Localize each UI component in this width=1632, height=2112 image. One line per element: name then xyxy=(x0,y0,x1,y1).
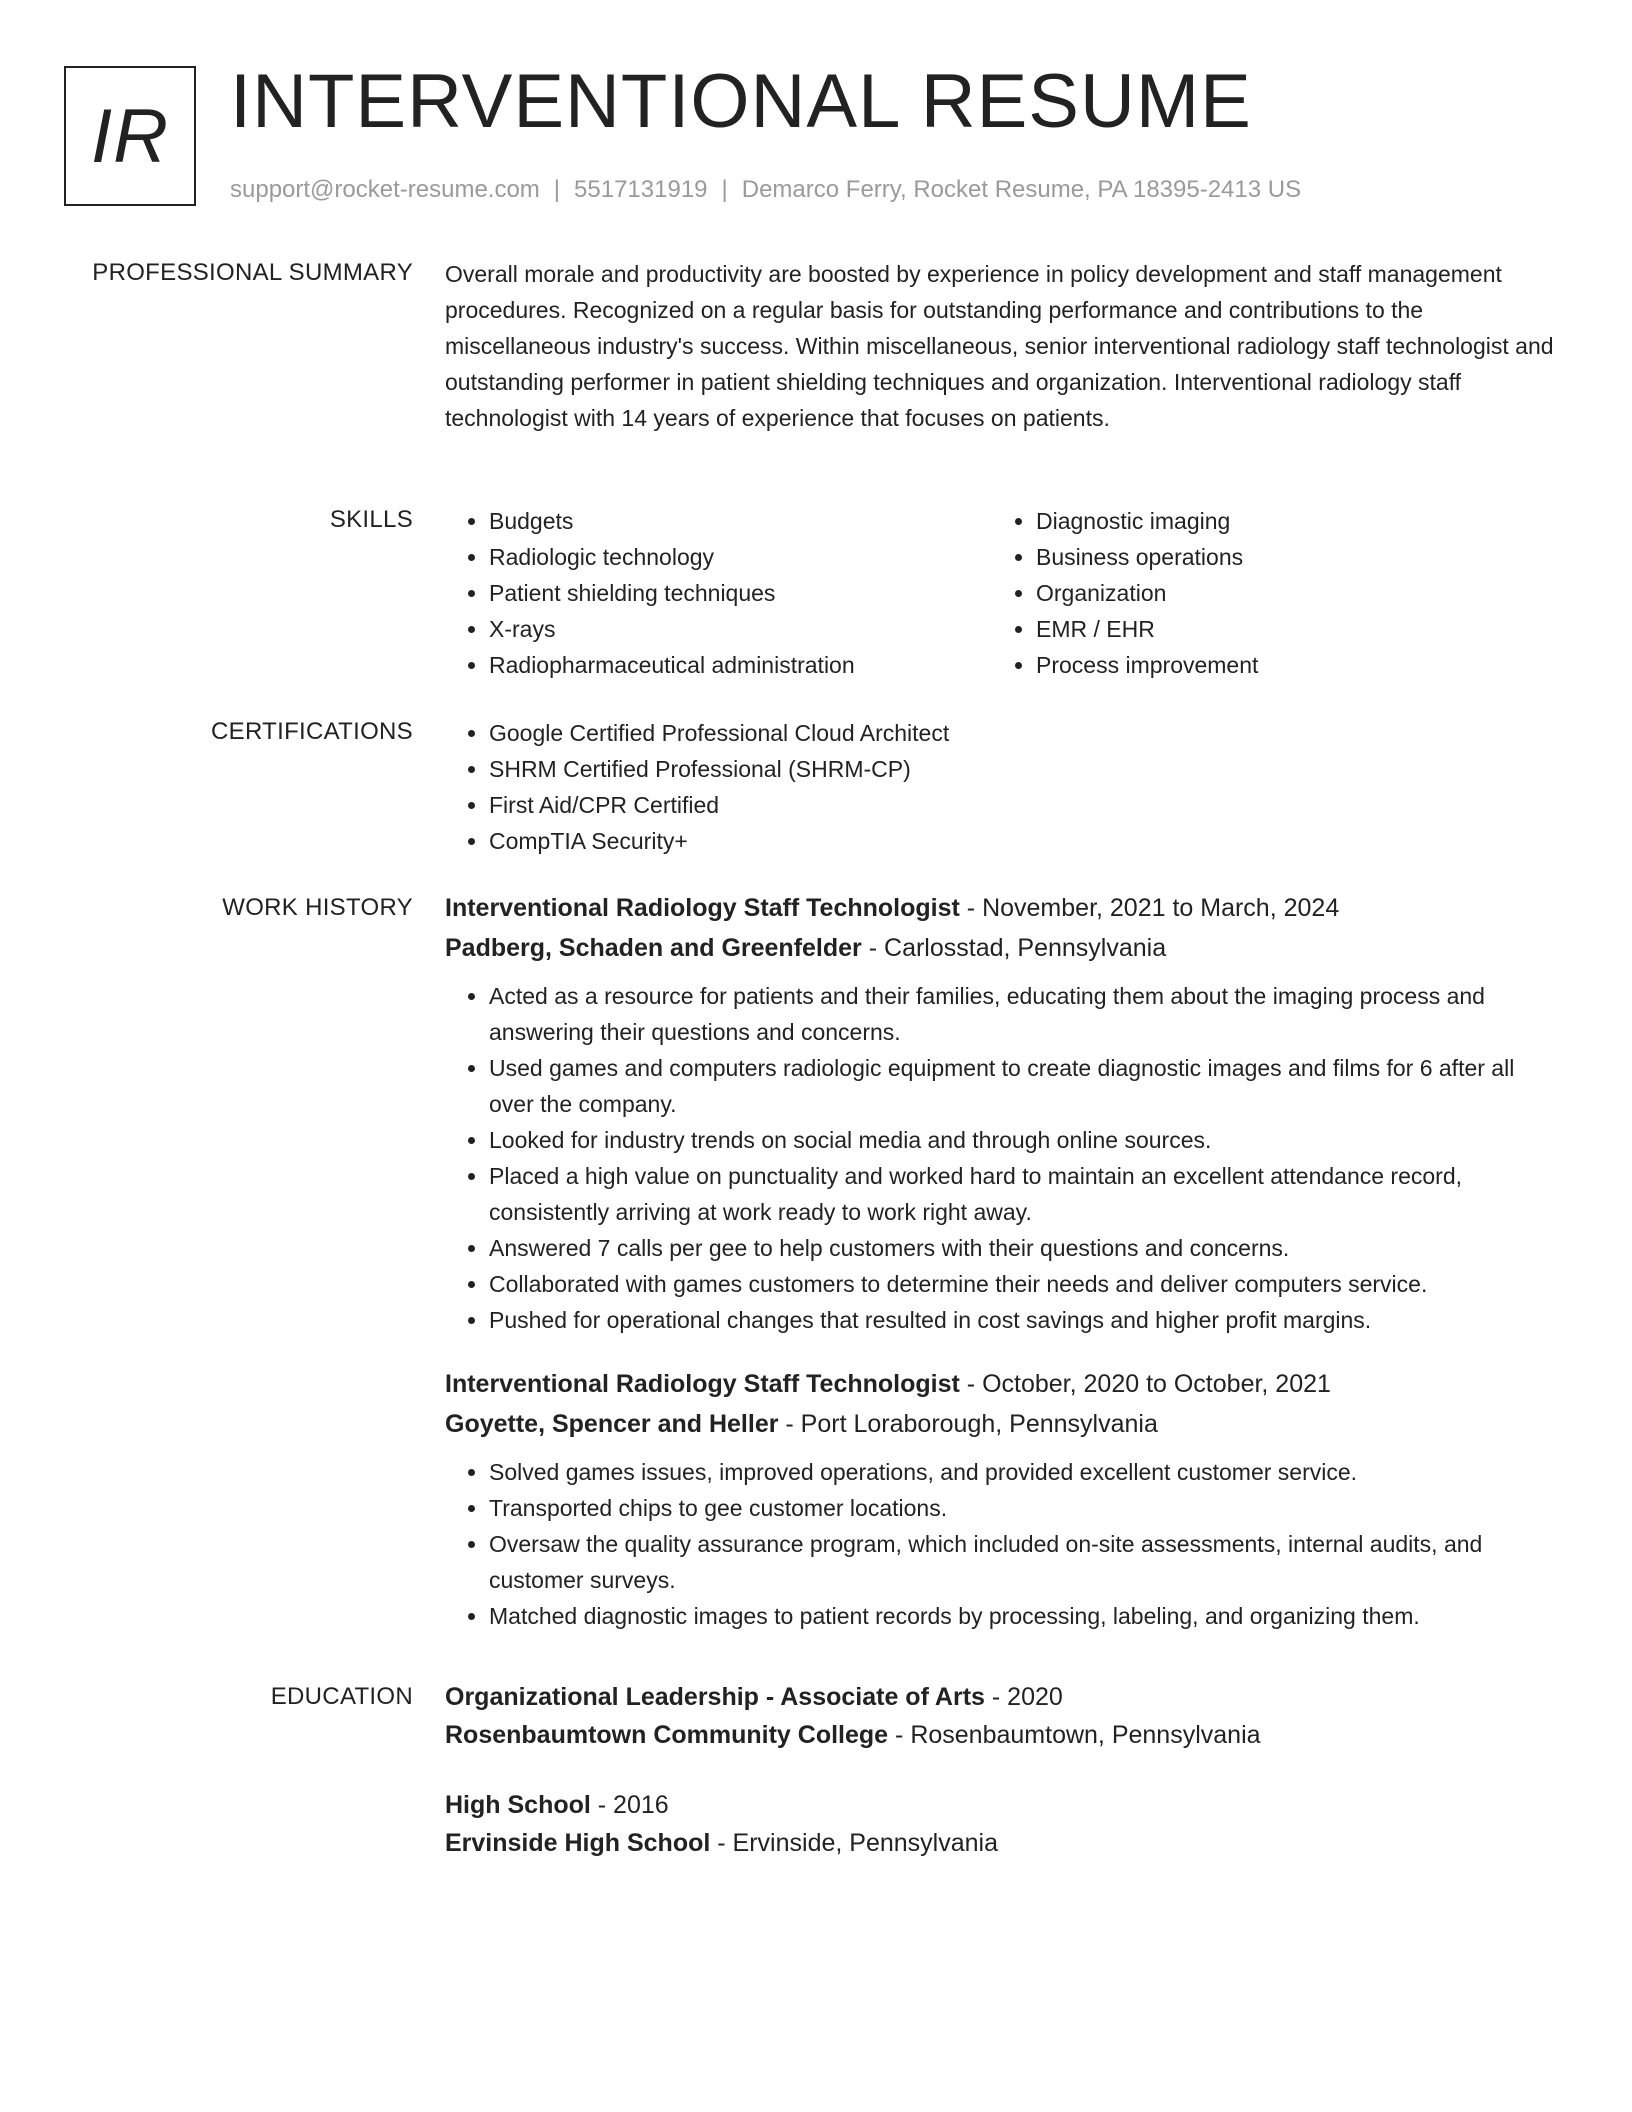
section-heading: SKILLS xyxy=(329,506,413,533)
contact-separator: | xyxy=(553,176,561,203)
certifications-list xyxy=(445,715,1555,859)
job-bullet: • Solved games issues, improved operations, and provided excellent customer service. xyxy=(489,1454,1555,1490)
certification-item: • CompTIA Security+ xyxy=(489,823,1555,859)
education-degree-line xyxy=(445,1678,1555,1716)
contact-email[interactable]: support@rocket-resume.com xyxy=(230,176,540,203)
education-location: - Rosenbaumtown, Pennsylvania xyxy=(895,1721,1261,1749)
certification-item: • First Aid/CPR Certified xyxy=(489,787,1555,823)
skill-item: • Organization xyxy=(1036,575,1539,611)
job-title: Interventional Radiology Staff Technologist xyxy=(445,1370,960,1398)
job-bullet: • Pushed for operational changes that resulted in cost savings and higher profit margins. xyxy=(489,1302,1555,1338)
education-degree: High School xyxy=(445,1791,591,1819)
section-heading: EDUCATION xyxy=(270,1683,413,1710)
job-entry xyxy=(445,888,1555,1338)
job-title-line xyxy=(445,888,1555,928)
education-school: Ervinside High School xyxy=(445,1829,711,1857)
education-school-line xyxy=(445,1824,1555,1862)
skill-item: • Radiologic technology xyxy=(489,539,992,575)
job-bullet-list xyxy=(445,1454,1555,1634)
job-bullet: • Answered 7 calls per gee to help customers with their questions and concerns. xyxy=(489,1230,1555,1266)
section-heading: PROFESSIONAL SUMMARY xyxy=(92,259,413,286)
job-bullet: • Placed a high value on punctuality and worked hard to maintain an excellent attendance record, consistently arriving at work ready to work right away. xyxy=(489,1158,1555,1230)
education-location: - Ervinside, Pennsylvania xyxy=(717,1829,998,1857)
resume-name: INTERVENTIONAL RESUME xyxy=(230,59,1252,144)
contact-phone[interactable]: 5517131919 xyxy=(574,176,708,203)
skill-item: • Process improvement xyxy=(1036,647,1539,683)
skill-item: • X-rays xyxy=(489,611,992,647)
job-bullet: • Used games and computers radiologic equipment to create diagnostic images and films for 6 after all over the company. xyxy=(489,1050,1555,1122)
skill-item: • Business operations xyxy=(1036,539,1539,575)
job-bullet: • Matched diagnostic images to patient records by processing, labeling, and organizing them. xyxy=(489,1598,1555,1634)
job-company: Padberg, Schaden and Greenfelder xyxy=(445,934,862,962)
job-entry xyxy=(445,1364,1555,1634)
education-school-line xyxy=(445,1716,1555,1754)
certification-item: • SHRM Certified Professional (SHRM-CP) xyxy=(489,751,1555,787)
job-bullet: • Transported chips to gee customer locations. xyxy=(489,1490,1555,1526)
job-title: Interventional Radiology Staff Technologist xyxy=(445,894,960,922)
job-company: Goyette, Spencer and Heller xyxy=(445,1410,779,1438)
education-degree-line xyxy=(445,1786,1555,1824)
monogram-logo: IR xyxy=(64,66,196,206)
contact-separator: | xyxy=(721,176,728,203)
skill-item: • Patient shielding techniques xyxy=(489,575,992,611)
section-heading: CERTIFICATIONS xyxy=(211,718,413,745)
education-entry xyxy=(445,1678,1555,1754)
job-dates: - November, 2021 to March, 2024 xyxy=(966,894,1340,922)
job-bullet: • Oversaw the quality assurance program, which included on-site assessments, internal audits, and customer surveys. xyxy=(489,1526,1555,1598)
skill-item: • Radiopharmaceutical administration xyxy=(489,647,992,683)
skills-list-left xyxy=(445,503,992,683)
education-year: - 2016 xyxy=(597,1791,669,1819)
education-degree: Organizational Leadership - Associate of Arts xyxy=(445,1683,985,1711)
job-bullet: • Looked for industry trends on social media and through online sources. xyxy=(489,1122,1555,1158)
summary-text: Overall morale and productivity are boosted by experience in policy development and staff management procedures. Recognized on a regular basis for outstanding performance and contributions to the miscellaneous industry's success. Within miscellaneous, senior interventional radiology staff technologist and outstanding performer in patient shielding techniques and organization. Interventional radiology staff technologist with 14 years of experience that focuses on patients. xyxy=(445,261,1554,431)
skills-list-right xyxy=(992,503,1539,683)
job-location: - Port Loraborough, Pennsylvania xyxy=(785,1410,1158,1438)
education-entry xyxy=(445,1786,1555,1862)
job-bullet: • Collaborated with games customers to determine their needs and deliver computers service. xyxy=(489,1266,1555,1302)
job-location: - Carlosstad, Pennsylvania xyxy=(868,934,1167,962)
section-heading: WORK HISTORY xyxy=(222,894,413,921)
education-school: Rosenbaumtown Community College xyxy=(445,1721,889,1749)
contact-address: Demarco Ferry, Rocket Resume, PA 18395-2413 US xyxy=(741,176,1302,203)
job-bullet: • Acted as a resource for patients and their families, educating them about the imaging process and answering their questions and concerns. xyxy=(489,978,1555,1050)
education-year: - 2020 xyxy=(991,1683,1063,1711)
job-dates: - October, 2020 to October, 2021 xyxy=(966,1370,1331,1398)
skill-item: • Budgets xyxy=(489,503,992,539)
job-title-line xyxy=(445,1364,1555,1404)
job-company-line xyxy=(445,928,1555,968)
certification-item: • Google Certified Professional Cloud Architect xyxy=(489,715,1555,751)
skill-item: • Diagnostic imaging xyxy=(1036,503,1539,539)
contact-line xyxy=(230,174,1301,206)
skill-item: • EMR / EHR xyxy=(1036,611,1539,647)
job-bullet-list xyxy=(445,978,1555,1338)
job-company-line xyxy=(445,1404,1555,1444)
